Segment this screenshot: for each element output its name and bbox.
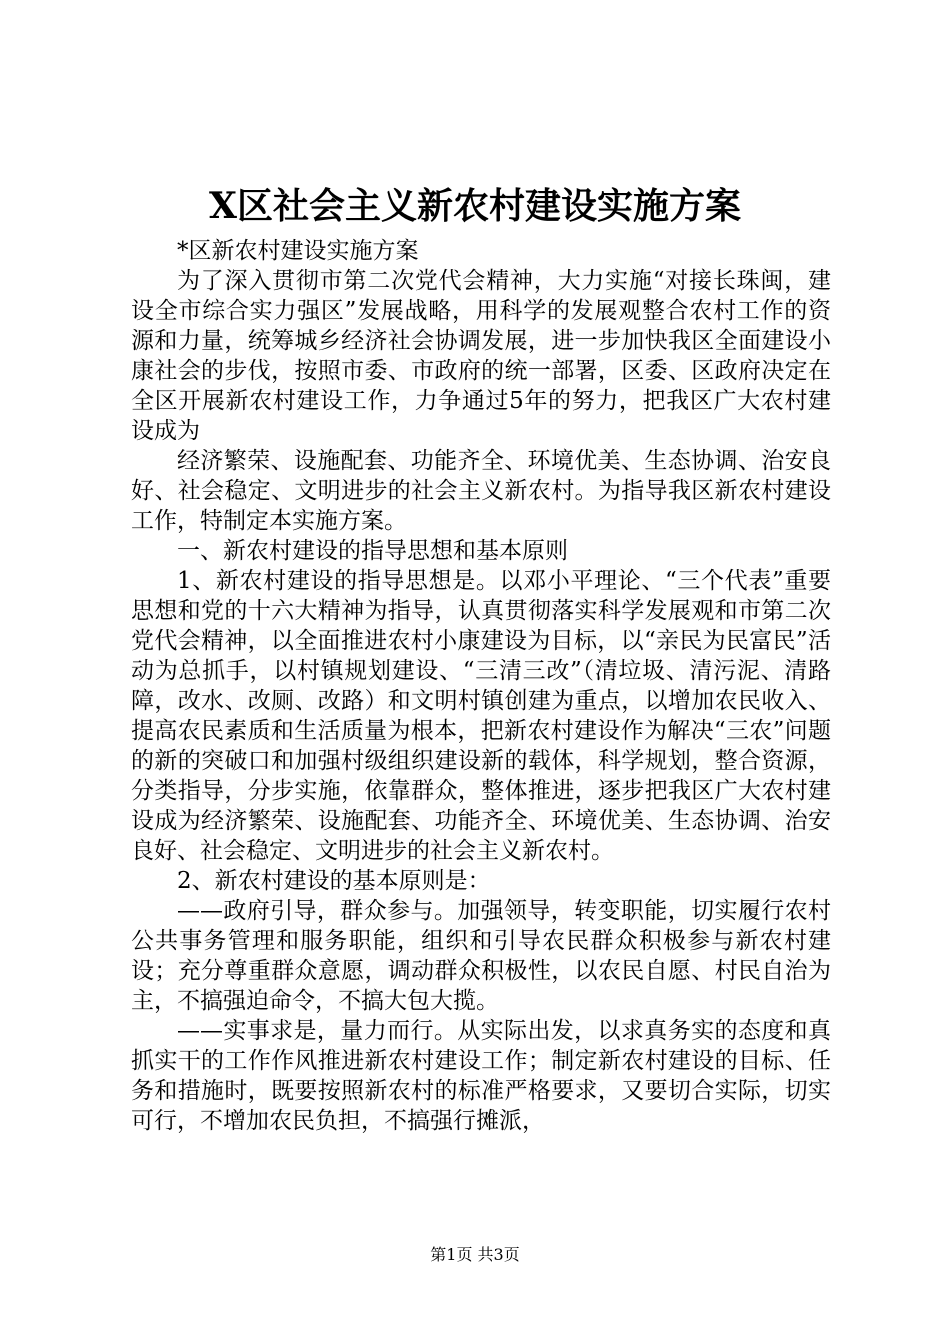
paragraph-guiding-ideology: 1、新农村建设的指导思想是。以邓小平理论、“三个代表”重要思想和党的十六大精神为指导，认真贯彻落实科学发展观和市第二次党代会精神，以全面推进农村小康建设为目标，以“亲民为民富民”活动为总抓手，以村镇规划建设、“三清三改”（清垃圾、清污泥、清路障，改水、改厕、改路）和文明村镇创建为重点，以增加农民收入、提高农民素质和生活质量为根本，把新农村建设作为解决“三农”问题的新的突破口和加强村级组织建设新的载体，科学规划，整合资源，分类指导，分步实施，依靠群众，整体推进，逐步把我区广大农村建设成为经济繁荣、设施配套、功能齐全、环境优美、生态协调、治安良好、社会稳定、文明进步的社会主义新农村。 <box>131 568 831 864</box>
page-number-footer: 第1页 共3页 <box>430 1245 520 1264</box>
document-body <box>131 236 831 1136</box>
paragraph-subtitle: *区新农村建设实施方案 <box>177 238 419 264</box>
paragraph-intro-continued: 经济繁荣、设施配套、功能齐全、环境优美、生态协调、治安良好、社会稳定、文明进步的社会主义新农村。为指导我区新农村建设工作，特制定本实施方案。 <box>131 448 831 534</box>
section-heading: 一、新农村建设的指导思想和基本原则 <box>177 538 568 564</box>
paragraph-principles-heading: 2、新农村建设的基本原则是： <box>177 868 491 894</box>
paragraph-principle-2: ——实事求是，量力而行。从实际出发，以求真务实的态度和真抓实干的工作作风推进新农村建设工作；制定新农村建设的目标、任务和措施时，既要按照新农村的标准严格要求，又要切合实际，切实可行，不增加农民负担，不搞强行摊派， <box>131 1018 831 1134</box>
paragraph-intro: 为了深入贯彻市第二次党代会精神，大力实施“对接长珠闽，建设全市综合实力强区”发展战略，用科学的发展观整合农村工作的资源和力量，统筹城乡经济社会协调发展，进一步加快我区全面建设小康社会的步伐，按照市委、市政府的统一部署，区委、区政府决定在全区开展新农村建设工作，力争通过5年的努力，把我区广大农村建设成为 <box>131 268 831 444</box>
document-title: X区社会主义新农村建设实施方案 <box>209 185 741 227</box>
paragraph-principle-1: ——政府引导，群众参与。加强领导，转变职能，切实履行农村公共事务管理和服务职能，组织和引导农民群众积极参与新农村建设；充分尊重群众意愿，调动群众积极性，以农民自愿、村民自治为主，不搞强迫命令，不搞大包大揽。 <box>131 898 831 1014</box>
